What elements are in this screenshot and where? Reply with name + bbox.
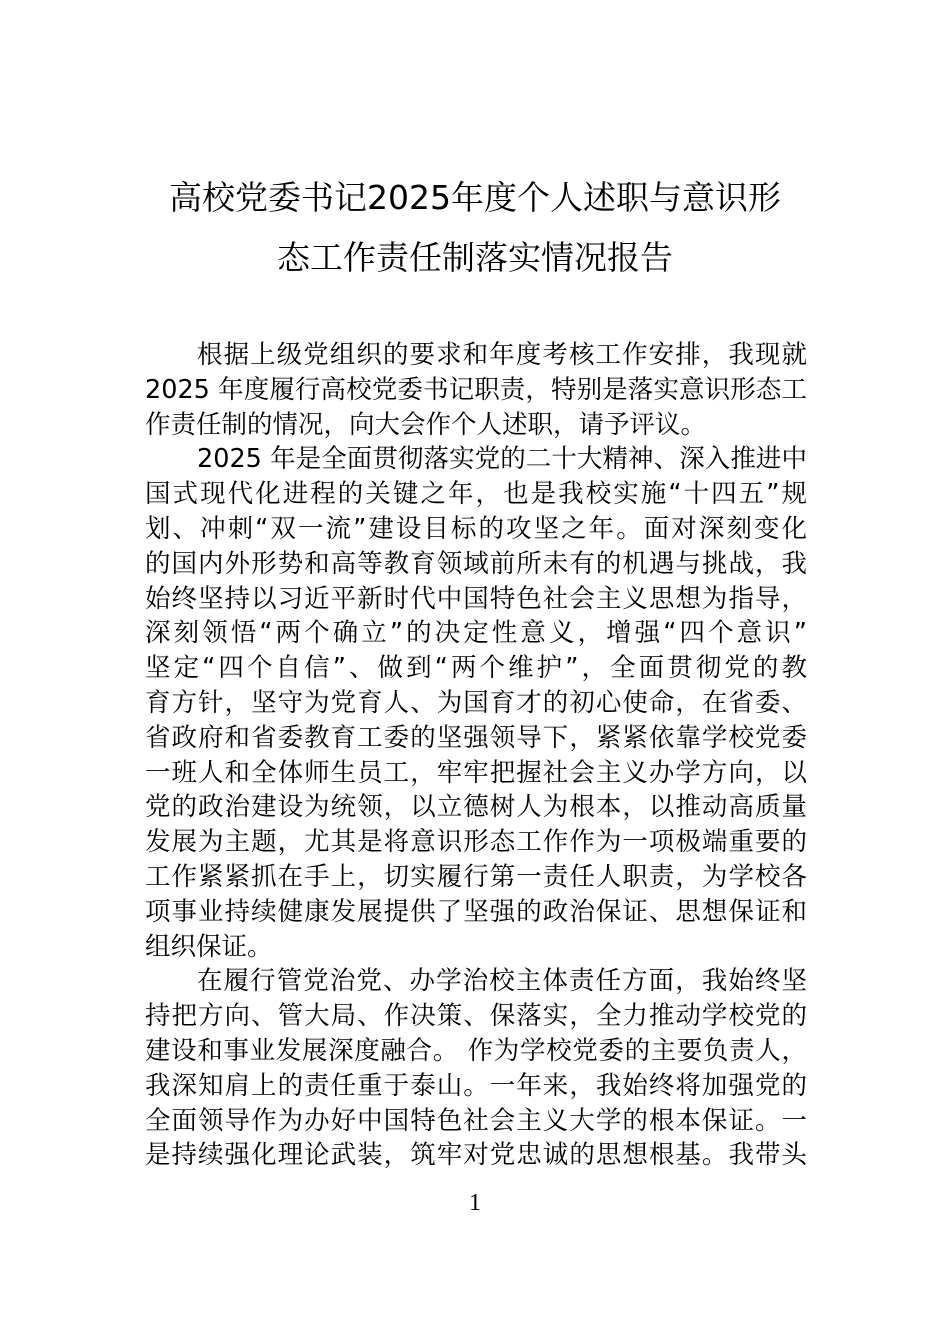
body-line: 党的政治建设为统领，以立德树人为根本，以推动高质量 — [145, 792, 807, 823]
body-line: 全面领导作为办好中国特色社会主义大学的根本保证。一 — [145, 1105, 807, 1136]
body-line: 作责任制的情况，向大会作个人述职，请予评议。 — [145, 409, 707, 440]
body-line: 是持续强化理论武装，筑牢对党忠诚的思想根基。我带头 — [145, 1140, 807, 1171]
body-line: 根据上级党组织的要求和年度考核工作安排，我现就 — [197, 340, 807, 370]
body-line: 建设和事业发展深度融合。 作为学校党委的主要负责人， — [145, 1035, 807, 1066]
body-line: 组织保证。 — [145, 931, 273, 962]
body-line: 省政府和省委教育工委的坚强领导下，紧紧依靠学校党委 — [145, 722, 807, 753]
body-line: 2025 年是全面贯彻落实党的二十大精神、深入推进中 — [197, 444, 807, 475]
body-line: 深刻领悟“两个确立”的决定性意义，增强“四个意识” — [145, 618, 807, 649]
body-line: 划、冲刺“双一流”建设目标的攻坚之年。面对深刻变化 — [145, 513, 807, 544]
document-title — [140, 168, 810, 288]
page-number: 1 — [469, 1190, 481, 1216]
title-line: 高校党委书记2025年度个人述职与意识形 — [169, 178, 781, 217]
body-line: 的国内外形势和高等教育领域前所未有的机遇与挑战，我 — [145, 548, 807, 579]
body-line: 始终坚持以习近平新时代中国特色社会主义思想为指导， — [145, 583, 807, 614]
document-body — [145, 338, 807, 1173]
body-line: 在履行管党治党、办学治校主体责任方面，我始终坚 — [197, 966, 807, 997]
body-line: 2025 年度履行高校党委书记职责，特别是落实意识形态工 — [145, 374, 807, 405]
body-line: 国式现代化进程的关键之年，也是我校实施“十四五”规 — [145, 479, 807, 510]
body-line: 我深知肩上的责任重于泰山。一年来，我始终将加强党的 — [145, 1070, 807, 1101]
body-line: 项事业持续健康发展提供了坚强的政治保证、思想保证和 — [145, 896, 807, 927]
body-line: 育方针，坚守为党育人、为国育才的初心使命，在省委、 — [145, 687, 807, 718]
title-line: 态工作责任制落实情况报告 — [277, 238, 673, 277]
body-line: 坚定“四个自信”、做到“两个维护”，全面贯彻党的教 — [145, 653, 807, 684]
body-line: 持把方向、管大局、作决策、保落实，全力推动学校党的 — [145, 1001, 807, 1032]
body-line: 一班人和全体师生员工，牢牢把握社会主义办学方向，以 — [145, 757, 807, 788]
body-line: 工作紧紧抓在手上，切实履行第一责任人职责，为学校各 — [145, 861, 807, 892]
body-line: 发展为主题，尤其是将意识形态工作作为一项极端重要的 — [145, 827, 807, 858]
